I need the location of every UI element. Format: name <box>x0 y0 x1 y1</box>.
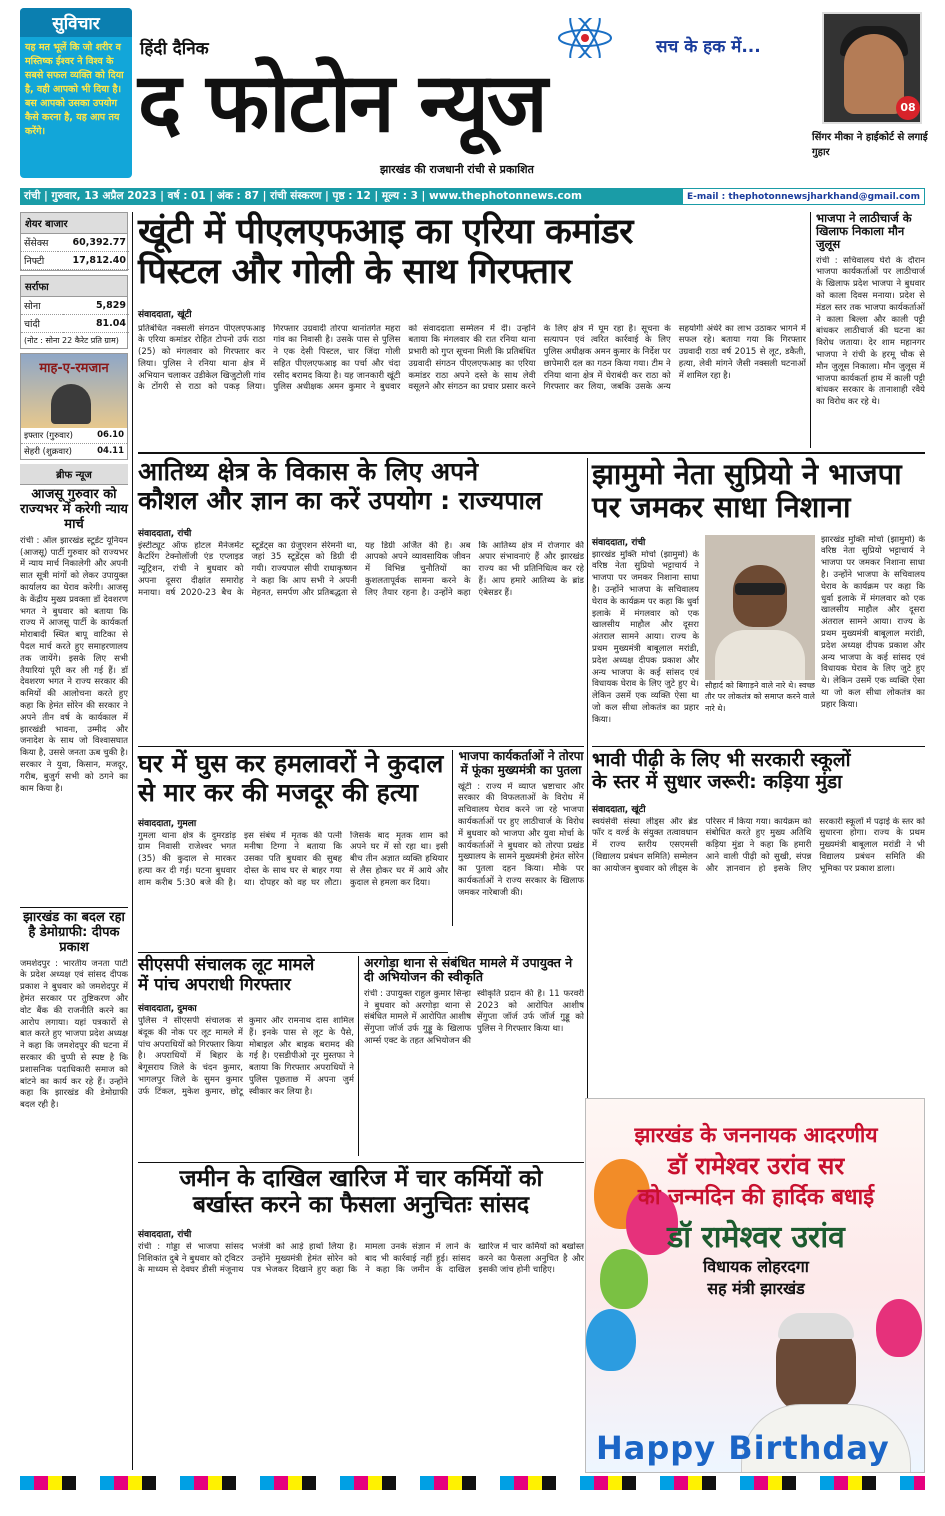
color-registration-strip <box>20 1476 925 1490</box>
iftar-row <box>21 428 127 444</box>
kariya-headline-line1[interactable]: भावी पीढ़ी के लिए भी सरकारी स्कूलों <box>592 749 851 771</box>
csp-body: पुलिस ने सीएसपी संचालक से बंदूक की नोक पर लूट मामले में पांच अपराधियों को गिरफ्तार किया है। अपराधियों में बिहार के बेगूसराय जिले के चंदन कुमार, भागलपुर जिले के सुमन कुमार उर्फ टिंकल, मुकेश कुमार, छोटू कुमार और रामनाथ दास शामिल हैं। इनके पास से लूट के पैसे, मोबाइल और बाइक बरामद की गई है। एसडीपीओ नूर मुस्तफा ने बताया कि गिरफ्तार अपराधियों ने पुलिस पूछताछ में अपना जुर्म स्वीकार कर लिया है। <box>138 1016 354 1097</box>
section-rule <box>592 746 925 747</box>
table-row <box>21 234 129 252</box>
lead-body: प्रतिबंधित नक्सली संगठन पीएलएफआइ के एरिया कमांडर रोहित टोपनो उर्फ राठा (25) को मंगलवार को गिरफ्तार कर लिया। पुलिस ने रनिया थाना क्षेत्र में अभियान चलाकर उडीकेल खिजुटोली गांव के टोंगरी से राठा को पकड़ लिया। गिरफ्तार उग्रवादी तोरपा थानांतर्गत महरा गांव का निवासी है। उसके पास से पुलिस ने एक देसी पिस्टल, चार जिंदा गोली सहित पीएलएफआइ का पर्चा और चंदा रसीद बरामद किया है। यह जानकारी खूंटी पुलिस अधीक्षक अमन कुमार ने बुधवार को संवाददाता सम्मेलन में दी। उन्होंने बताया कि मंगलवार की रात रनिया थाना प्रभारी को गुप्त सूचना मिली कि प्रतिबंधित उग्रवादी संगठन पीएलएफआइ का एरिया कमांडर राठा अपने दस्ते के साथ लेवी वसूलने और संगठन का प्रचार प्रसार करने के लिए क्षेत्र में घूम रहा है। सूचना के सत्यापन एवं त्वरित कार्रवाई के लिए पुलिस अधीक्षक अमन कुमार के निर्देश पर छापेमारी दल का गठन किया गया। टीम ने रनिया थाना क्षेत्र में घेराबंदी कर राठा को गिरफ्तार कर लिया, जबकि उसके अन्य सहयोगी अंधेरे का लाभ उठाकर भागने में सफल रहे। बताया गया कि गिरफ्तार उग्रवादी राठा वर्ष 2015 से लूट, डकैती, हत्या, लेवी मांगने जैसी नक्सली घटनाओं में शामिल रहा है। <box>138 323 806 393</box>
edition-info-bar <box>20 188 925 205</box>
sehri-row <box>21 444 127 459</box>
brief2-body: जमशेदपुर : भारतीय जनता पार्टी के प्रदेश अध्यक्ष एवं सांसद दीपक प्रकाश ने बुधवार को जमशेदपुर में हेमंत सरकार पर तुष्टिकरण और वोट बैंक की राजनीति करने का आरोप लगाया। यहां पत्रकारों से बात करते हुए भाजपा प्रदेश अध्यक्ष ने कहा कि जमशेदपुर की घटना में सरकार की चुप्पी से स्पष्ट है कि प्रशासनिक पदाधिकारी समाज को बांटने का कार्य कर रहे हैं। उन्होंने कहा कि झारखंड की डेमोग्राफी बदल रही है। <box>20 958 128 1111</box>
mp-body: रांची : गोड्डा से भाजपा सांसद निशिकांत दुबे ने बुधवार को ट्विटर के माध्यम से देवघर डीसी मंजूनाथ भजंत्री को आड़े हाथों लिया है। उन्होंने मुख्यमंत्री हेमंत सोरेन को पत्र भेजकर दिखाने हुए कहा कि मामला उनके संज्ञान में लाने के बाद भी कार्रवाई नहीं हुई। सांसद ने कहा कि जमीन के दाखिल खारिज में चार कर्मियों को बर्खास्त करने का फैसला अनुचित है और इसकी जांच होनी चाहिए। <box>138 1241 584 1276</box>
sehri-label: सेहरी (शुक्रवार) <box>24 447 72 457</box>
jmm-body: झारखंड मुक्ति मोर्चा (झामुमो) के वरिष्ठ नेता सुप्रियो भट्टाचार्य ने भाजपा पर जमकर निशाना साधा है। उन्होंने भाजपा के सचिवालय घेराव के कार्यक्रम पर कहा कि धुर्वा इलाके में मंगलवार को एक खालसीय माहौल और दूसरा अंतराल सामने आया। राज्य के प्रथम मुख्यमंत्री बाबूलाल मरांडी, प्रदेश अध्यक्ष दीपक प्रकाश और अन्य भाजपा के कई सांसद एवं विधायक घेराव के लिए जुटे हुए थे। लेकिन उसमें एक व्यक्ति ऐसा था जो कल सीधा लोकतंत्र का प्रहार किया। <box>592 549 699 725</box>
governor-headline-line2[interactable]: कौशल और ज्ञान का करें उपयोग : राज्यपाल <box>138 485 542 515</box>
csp-headline-line2[interactable]: में पांच अपराधी गिरफ्तार <box>138 974 291 995</box>
lead-headline-line2[interactable]: पिस्टल और गोली के साथ गिरफ्तार <box>138 252 572 293</box>
sehri-time: 04.11 <box>97 446 124 456</box>
section-rule <box>138 1162 584 1163</box>
market-name: सेंसेक्स <box>21 234 58 252</box>
torpa-story <box>458 750 584 950</box>
brief-news-title: ब्रीफ न्यूज <box>20 464 128 485</box>
paper-name-logo[interactable]: द फोटोन न्यूज <box>138 56 546 151</box>
brief1-headline[interactable]: आजसू गुरुवार को राज्यभर में करेगी न्याय मार्च <box>20 487 128 532</box>
bullion-value: 5,829 <box>63 297 129 315</box>
section-rule <box>138 746 584 747</box>
promo-page-badge: 08 <box>896 96 920 120</box>
jmm-photo-caption: सौहार्द को बिगाड़ने वाले नारे थे। स्वच्छ तौर पर लोकतंत्र को समाप्त करने वाले नारे थे। <box>704 680 815 714</box>
promo-headline[interactable]: सिंगर मीका ने हाईकोर्ट से लगाई गुहार <box>812 132 928 158</box>
bullion-title: सर्राफा <box>21 276 127 297</box>
market-box <box>20 212 128 271</box>
birthday-advertisement[interactable] <box>585 1098 925 1473</box>
jmm-headline-line2[interactable]: पर जमकर साधा निशाना <box>592 490 851 525</box>
column-divider <box>452 750 453 926</box>
suvichar-text: यह मत भूलें कि जो शरीर व मस्तिष्क ईश्वर ने विश्व के सबसे सफल व्यक्ति को दिया है, वही आपको भी दिया है। बस आपको उसका उपयोग कैसे करना है, यह आप तय करेंगे। <box>25 42 124 137</box>
jmm-dateline: संवाददाता, रांची <box>592 537 646 548</box>
argora-story <box>364 956 584 1160</box>
jmm-headline-line1[interactable]: झामुमो नेता सुप्रियो ने भाजपा <box>592 457 902 491</box>
ramzan-box <box>20 353 128 460</box>
mp-headline-line1[interactable]: जमीन के दाखिल खारिज में चार कर्मियों को <box>179 1166 543 1192</box>
supriyo-photo[interactable] <box>705 535 815 680</box>
mp-headline-line2[interactable]: बर्खास्त करने का फैसला अनुचितः सांसद <box>192 1192 530 1219</box>
ad-line3: को जन्मदिन की हार्दिक बधाई <box>637 1185 875 1210</box>
bullion-note: (नोट : सोना 22 कैरेट प्रति ग्राम) <box>24 336 119 345</box>
gumla-dateline: संवाददाता, गुमला <box>138 818 197 829</box>
ad-line1: झारखंड के जननायक आदरणीय <box>634 1123 878 1147</box>
right-top-headline[interactable]: भाजपा ने लाठीचार्ज के खिलाफ निकाला मौन जुलूस <box>816 211 912 252</box>
iftar-label: इफ्तार (गुरुवार) <box>24 431 73 441</box>
mp-dateline: संवाददाता, रांची <box>138 1229 192 1240</box>
kariya-dateline: संवाददाता, खूंटी <box>592 804 646 815</box>
market-name: निफ्टी <box>21 252 58 270</box>
gumla-headline-line2[interactable]: से मार कर की मजदूर की हत्या <box>138 777 419 807</box>
brief2-headline[interactable]: झारखंड का बदल रहा है डेमोग्राफी: दीपक प्रकाश <box>23 909 125 955</box>
argora-headline[interactable]: अरगोड़ा थाना से संबंधित मामले में उपायुक्त ने दी अभियोजन की स्वीकृति <box>364 955 573 985</box>
section-rule <box>138 452 925 454</box>
gumla-headline-line1[interactable]: घर में घुस कर हमलावरों ने कुदाल <box>138 749 444 778</box>
bullion-name: चांदी <box>21 315 63 333</box>
prayer-silhouette-icon <box>51 384 91 424</box>
market-value: 17,812.40 <box>58 252 130 270</box>
kariya-headline-line2[interactable]: के स्तर में सुधार जरूरी: कड़िया मुंडा <box>592 770 843 793</box>
gumla-body: गुमला थाना क्षेत्र के दुमरडांड़ ग्राम निवासी राजेश्वर भगत (35) की कुदाल से मारकर हत्या कर दी गई। घटना बुधवार शाम करीब 5:30 बजे की है। इस संबंध में मृतक की पत्नी मनीषा टिग्गा ने बताया कि उसका पति बुधवार की सुबह दोस्त के साथ घर से बाहर गया था। दोपहर को वह घर लौटा। जिसके बाद मृतक शाम को अपने घर में सो रहा था। इसी बीच तीन अज्ञात व्यक्ति हथियार से लैस होकर घर में आये और कुदाल से हमला कर दिया। <box>138 830 448 888</box>
table-row <box>21 315 129 333</box>
edition-info: रांची | गुरुवार, 13 अप्रैल 2023 | वर्ष : 01 | अंक : 87 | रांची संस्करण | पृष्ठ : 12 | मूल्य : 3 | www.thephotonnews.com <box>24 190 582 202</box>
right-top-story <box>816 212 925 448</box>
brief1-body: रांची : ऑल झारखंड स्टूडेंट यूनियन (आजसू) पार्टी गुरुवार को राज्यभर में न्याय मार्च निकालेगी और अपनी सात सूत्री मांगों को लेकर उपायुक्त कार्यालय का घेराव करेगी। आजसू के केंद्रीय मुख्य प्रवक्ता डॉ देवशरण भगत ने बुधवार को बताया कि राज्य में आजसू पार्टी के कार्यकर्ता मोराबादी स्थित बापू वाटिका से पैदल मार्च करते हुए समाहरणालय तक जायेंगे। इसके लिए सभी तैयारियां पूरी कर ली गई हैं। डॉ देवशरण भगत ने राज्य सरकार की कमियों की आलोचना करते हुए कहा कि हेमंत सोरेन की सरकार ने अपने तीन वर्ष के कार्यकाल में झारखंडी भावना, उम्मीद और जनादेश के साथ जो विश्वासघात किया है, उससे जनता ऊब चुकी है। सरकार ने युवा, किसान, मजदूर, गरीब, बुजुर्ग सभी को ठगने का काम किया है। <box>20 535 128 794</box>
csp-story <box>138 956 354 1160</box>
governor-body: इंस्टीट्यूट ऑफ होटल मैनेजमेंट कैटरिंग टेक्नोलॉजी एंड एप्लाइड न्यूट्रिशन, रांची ने बुधवार को अपना दूसरा दीक्षांत समारोह मनाया। वर्ष 2020-23 बैच के स्टूडेंट्स का ग्रेजुएशन सेरेमनी था, जहां 35 स्टूडेंट्स को डिग्री दी गयी। राज्यपाल सीपी राधाकृष्णन ने कहा कि आप सभी ने अपनी मेहनत, समर्पण और प्रतिबद्धता से यह डिग्री अर्जित की है। अब आपको अपने व्यावसायिक जीवन में विभिन्न चुनौतियों का कुशलतापूर्वक सामना करने के लिए तैयार रहना है। उन्होंने कहा कि आतिथ्य क्षेत्र में रोजगार की अपार संभावनाएं हैं और झारखंड राज्य का भी प्रतिनिधित्व कर रहे हैं। आप हमारे आतिथ्य के ब्रांड एंबेसडर हैं। <box>138 540 584 598</box>
paper-type: हिंदी दैनिक <box>140 39 209 59</box>
jmm-body-cont: झारखंड मुक्ति मोर्चा (झामुमो) के वरिष्ठ नेता सुप्रियो भट्टाचार्य ने भाजपा पर जमकर निशाना साधा है। उन्होंने भाजपा के सचिवालय घेराव के कार्यक्रम पर कहा कि धुर्वा इलाके में मंगलवार को एक खालसीय माहौल और दूसरा अंतराल सामने आया। राज्य के प्रथम मुख्यमंत्री बाबूलाल मरांडी, प्रदेश अध्यक्ष दीपक प्रकाश और अन्य भाजपा के कई सांसद एवं विधायक घेराव के लिए जुटे हुए थे। लेकिन उसमें एक व्यक्ति ऐसा था जो कल सीधा लोकतंत्र का प्रहार किया। <box>820 534 925 710</box>
lead-dateline: संवाददाता, खूंटी <box>138 309 192 320</box>
mp-story <box>138 1166 584 1471</box>
right-top-body: रांची : सचिवालय घेरो के दौरान भाजपा कार्यकर्ताओं पर लाठीचार्ज के खिलाफ प्रदेश भाजपा ने बुधवार को काला दिवस मनाया। प्रदेश से मंडल स्तर तक भाजपा कार्यकर्ताओं ने काला बिल्ला और काली पट्टी बांधकर लाठीचार्ज की घटना का विरोध जताया। देर शाम महानगर भाजपा ने रांची के हरमू चौक से मौन जुलूस निकाला। मौन जुलूस में भाजपा कार्यकर्ता हाथ में काली पट्टी बांधकर सरकार के तानाशाही रवैये का विरोध कर रहे थे। <box>816 255 925 408</box>
market-table <box>21 234 129 270</box>
csp-headline-line1[interactable]: सीएसपी संचालक लूट मामले <box>138 955 315 975</box>
market-value: 60,392.77 <box>58 234 130 252</box>
kariya-story <box>592 750 925 1094</box>
column-divider <box>810 212 811 448</box>
contact-email[interactable]: E-mail : thephotonnewsjharkhand@gmail.com <box>682 188 925 205</box>
suvichar-title: सुविचार <box>20 8 132 37</box>
lead-story <box>138 212 806 454</box>
column-divider <box>132 212 133 1470</box>
masthead <box>0 0 945 188</box>
csp-dateline: संवाददाता, दुमका <box>138 1004 197 1015</box>
jmm-story <box>592 458 925 744</box>
ad-line2: डॉ रामेश्वर उरांव सर <box>667 1152 845 1180</box>
section-rule <box>138 952 448 953</box>
gumla-story <box>138 750 448 950</box>
ramzan-title: माह-ए-रमजान <box>39 361 109 376</box>
iftar-time: 06.10 <box>97 430 124 440</box>
suvichar-box <box>20 8 132 178</box>
balloon-icon <box>586 1309 636 1371</box>
table-row <box>21 252 129 270</box>
publication-line: झारखंड की राजधानी रांची से प्रकाशित <box>380 163 534 176</box>
ad-name: डॉ रामेश्वर उरांव <box>667 1220 845 1255</box>
happy-birthday-text: Happy Birthday <box>596 1429 890 1467</box>
ad-post2: सह मंत्री झारखंड <box>707 1279 805 1298</box>
bullion-table <box>21 297 129 333</box>
governor-headline-line1[interactable]: आतिथ्य क्षेत्र के विकास के लिए अपने <box>138 457 479 486</box>
bullion-value: 81.04 <box>63 315 129 333</box>
atom-logo-icon <box>555 18 615 58</box>
argora-body: रांची : उपायुक्त राहुल कुमार सिन्हा ने बुधवार को अरगोड़ा थाना से संबंधित मामले में आरोपित आशीष सेंगुप्ता जॉर्ज उर्फ गुड्डू के खिलाफ आर्म्स एक्ट के तहत अभियोजन की स्वीकृति प्रदान की है। 11 फरवरी 2023 को आरोपित आशीष सेंगुप्ता जॉर्ज उर्फ जॉर्ज गुड्डू को पुलिस ने गिरफ्तार किया था। <box>364 988 584 1046</box>
table-row <box>21 297 129 315</box>
kariya-body: स्वयंसेवी संस्था लीड्स और ब्रेड फॉर द वर्ल्ड के संयुक्त तत्वावधान में राज्य स्तरीय एसएमसी (विद्यालय प्रबंधन समिति) सम्मेलन का आयोजन बुधवार को लीड्स के परिसर में किया गया। कार्यक्रम को संबोधित करते हुए मुख्य अतिथि कड़िया मुंडा ने कहा कि हमारी आने वाली पीढ़ी को सुखी, संपन्न और ज्ञानवान हो इसके लिए सरकारी स्कूलों में पढ़ाई के स्तर को सुधारना होगा। राज्य के प्रथम मुख्यमंत्री बाबूलाल मरांडी ने भी विद्यालय प्रबंधन समिति की भूमिका पर प्रकाश डाला। <box>592 816 925 874</box>
governor-story <box>138 458 584 744</box>
bullion-name: सोना <box>21 297 63 315</box>
bullion-box <box>20 275 128 349</box>
torpa-headline[interactable]: भाजपा कार्यकर्ताओं ने तोरपा में फूंका मुख्यमंत्री का पुतला <box>458 749 584 777</box>
governor-dateline: संवाददाता, रांची <box>138 528 192 539</box>
lead-headline-line1[interactable]: खूंटी में पीएलएफआइ का एरिया कमांडर <box>138 212 633 252</box>
torpa-body: खूंटी : राज्य में व्याप्त भ्रष्टाचार और सरकार की विफलताओं के विरोध में सचिवालय घेराव करने जा रहे भाजपा कार्यकर्ताओं पर हुए लाठीचार्ज के विरोध में बुधवार को भाजपा और युवा मोर्चा के कार्यकर्ताओं ने बुधवार को तोरपा प्रखंड मुख्यालय के सामने मुख्यमंत्री हेमंत सोरेन का पुतला दहन किया। मौके पर कार्यकर्ताओं ने राज्य सरकार के खिलाफ जमकर नारेबाजी की। <box>458 781 584 898</box>
column-divider <box>358 956 359 1156</box>
left-sidebar <box>20 212 128 1354</box>
tagline: सच के हक में... <box>656 37 761 57</box>
market-title: शेयर बाजार <box>21 213 127 234</box>
ad-post1: विधायक लोहरदगा <box>703 1257 809 1276</box>
ramzan-banner <box>21 354 127 428</box>
